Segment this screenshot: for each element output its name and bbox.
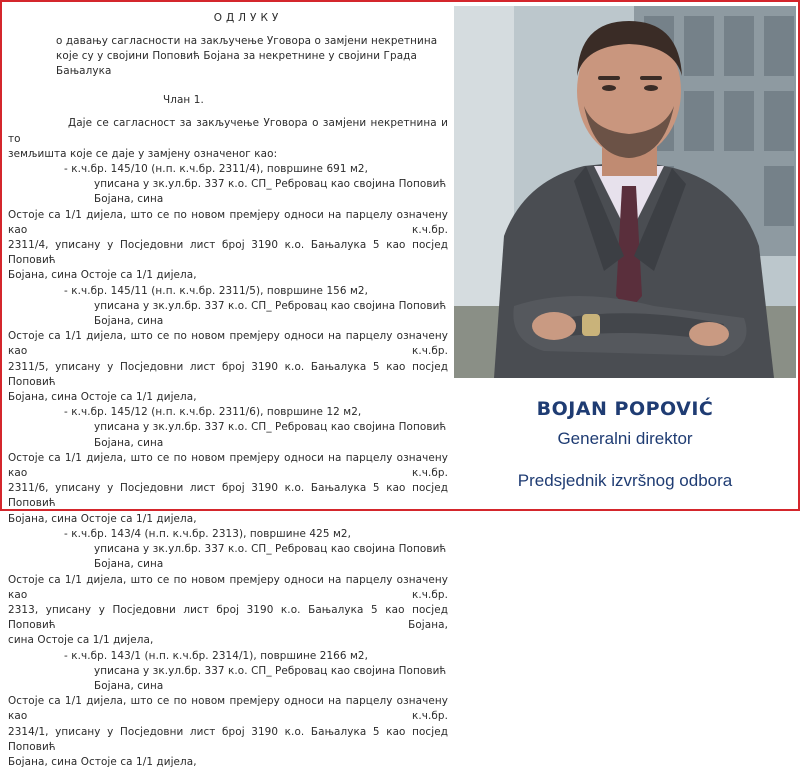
doc-line: 2311/5, уписану у Посједовни лист број 3190 к.о. Бањалука 5 као посјед Поповић bbox=[8, 360, 448, 388]
doc-line: Остоје са 1/1 дијела, што се по новом премјеру односи на парцелу означену као к.ч.бр. bbox=[8, 208, 448, 236]
doc-line: - к.ч.бр. 145/11 (н.п. к.ч.бр. 2311/5), површине 156 м2, bbox=[64, 284, 369, 297]
doc-line: - к.ч.бр. 145/12 (н.п. к.ч.бр. 2311/6), површине 12 м2, bbox=[64, 406, 362, 419]
document-subtitle bbox=[8, 34, 448, 79]
person-position: Predsjednik izvršnog odbora bbox=[517, 471, 733, 490]
doc-line: Остоје са 1/1 дијела, што се по новом премјеру односи на парцелу означену као к.ч.бр. bbox=[8, 573, 448, 601]
doc-line: 2311/4, уписану у Посједовни лист број 3190 к.о. Бањалука 5 као посјед Поповић bbox=[8, 239, 448, 267]
doc-line: Бојана, сина Остоје са 1/1 дијела, bbox=[8, 755, 197, 768]
doc-line: уписана у зк.ул.бр. 337 к.о. СП_ Ребровац као својина Поповић Бојана, сина bbox=[94, 543, 447, 571]
doc-line: Остоје са 1/1 дијела, што се по новом премјеру односи на парцелу означену као к.ч.бр. bbox=[8, 451, 448, 480]
member-heading: Члан 1. bbox=[163, 94, 204, 107]
portrait-photo bbox=[454, 6, 796, 378]
doc-line: сина Остоје са 1/1 дијела, bbox=[8, 634, 154, 647]
doc-line: - к.ч.бр. 145/10 (н.п. к.ч.бр. 2311/4), површине 691 м2, bbox=[64, 163, 369, 176]
subtitle-line: које су у својини Поповић Бојана за некретнине у својини Града Бањалука bbox=[56, 50, 417, 78]
subtitle-line: о давању сагласности на закључење Уговора о замјени некретнина bbox=[56, 35, 438, 48]
doc-line: - к.ч.бр. 143/1 (н.п. к.ч.бр. 2314/1), површине 2166 м2, bbox=[64, 649, 369, 662]
doc-line: Бојана, сина Остоје са 1/1 дијела, bbox=[8, 391, 197, 404]
doc-line: 2311/6, уписану у Посједовни лист број 3190 к.о. Бањалука 5 као посјед Поповић bbox=[8, 482, 448, 510]
doc-line: Остоје са 1/1 дијела, што се по новом премјеру односи на парцелу означену као к.ч.бр. bbox=[8, 330, 448, 358]
doc-line: уписана у зк.ул.бр. 337 к.о. СП_ Ребровац као својина Поповић Бојана, сина bbox=[94, 421, 447, 449]
portrait-illustration bbox=[454, 6, 796, 378]
decision-document bbox=[8, 6, 448, 768]
doc-line: 2314/1, уписану у Посједовни лист број 3190 к.о. Бањалука 5 као посјед Поповић bbox=[8, 725, 448, 753]
doc-line: земљишта које се даје у замјену означеног као: bbox=[8, 147, 278, 160]
doc-line: Бојана, сина Остоје са 1/1 дијела, bbox=[8, 512, 197, 525]
doc-line: уписана у зк.ул.бр. 337 к.о. СП_ Ребровац као својина Поповић Бојана, сина bbox=[94, 299, 447, 328]
doc-line: Остоје са 1/1 дијела, што се по новом премјеру односи на парцелу означену као к.ч.бр. bbox=[8, 695, 448, 723]
doc-line: 2313, уписану у Посједовни лист број 3190 к.о. Бањалука 5 као посјед Поповић Бојана, bbox=[8, 603, 448, 632]
person-name: BOJAN POPOVIĆ bbox=[536, 398, 714, 420]
document-title: ОДЛУКУ bbox=[213, 12, 283, 24]
person-info bbox=[454, 378, 796, 506]
doc-line: Даје се сагласност за закључење Уговора о замјени некретнина и то bbox=[8, 117, 448, 145]
doc-line: уписана у зк.ул.бр. 337 к.о. СП_ Ребровац као својина Поповић Бојана, сина bbox=[94, 664, 447, 692]
doc-line: - к.ч.бр. 143/4 (н.п. к.ч.бр. 2313), површине 425 м2, bbox=[64, 527, 352, 540]
doc-line: уписана у зк.ул.бр. 337 к.о. СП_ Ребровац као својина Поповић Бојана, сина bbox=[94, 178, 447, 206]
person-title: Generalni direktor bbox=[557, 429, 693, 448]
doc-line: Бојана, сина Остоје са 1/1 дијела, bbox=[8, 269, 197, 282]
